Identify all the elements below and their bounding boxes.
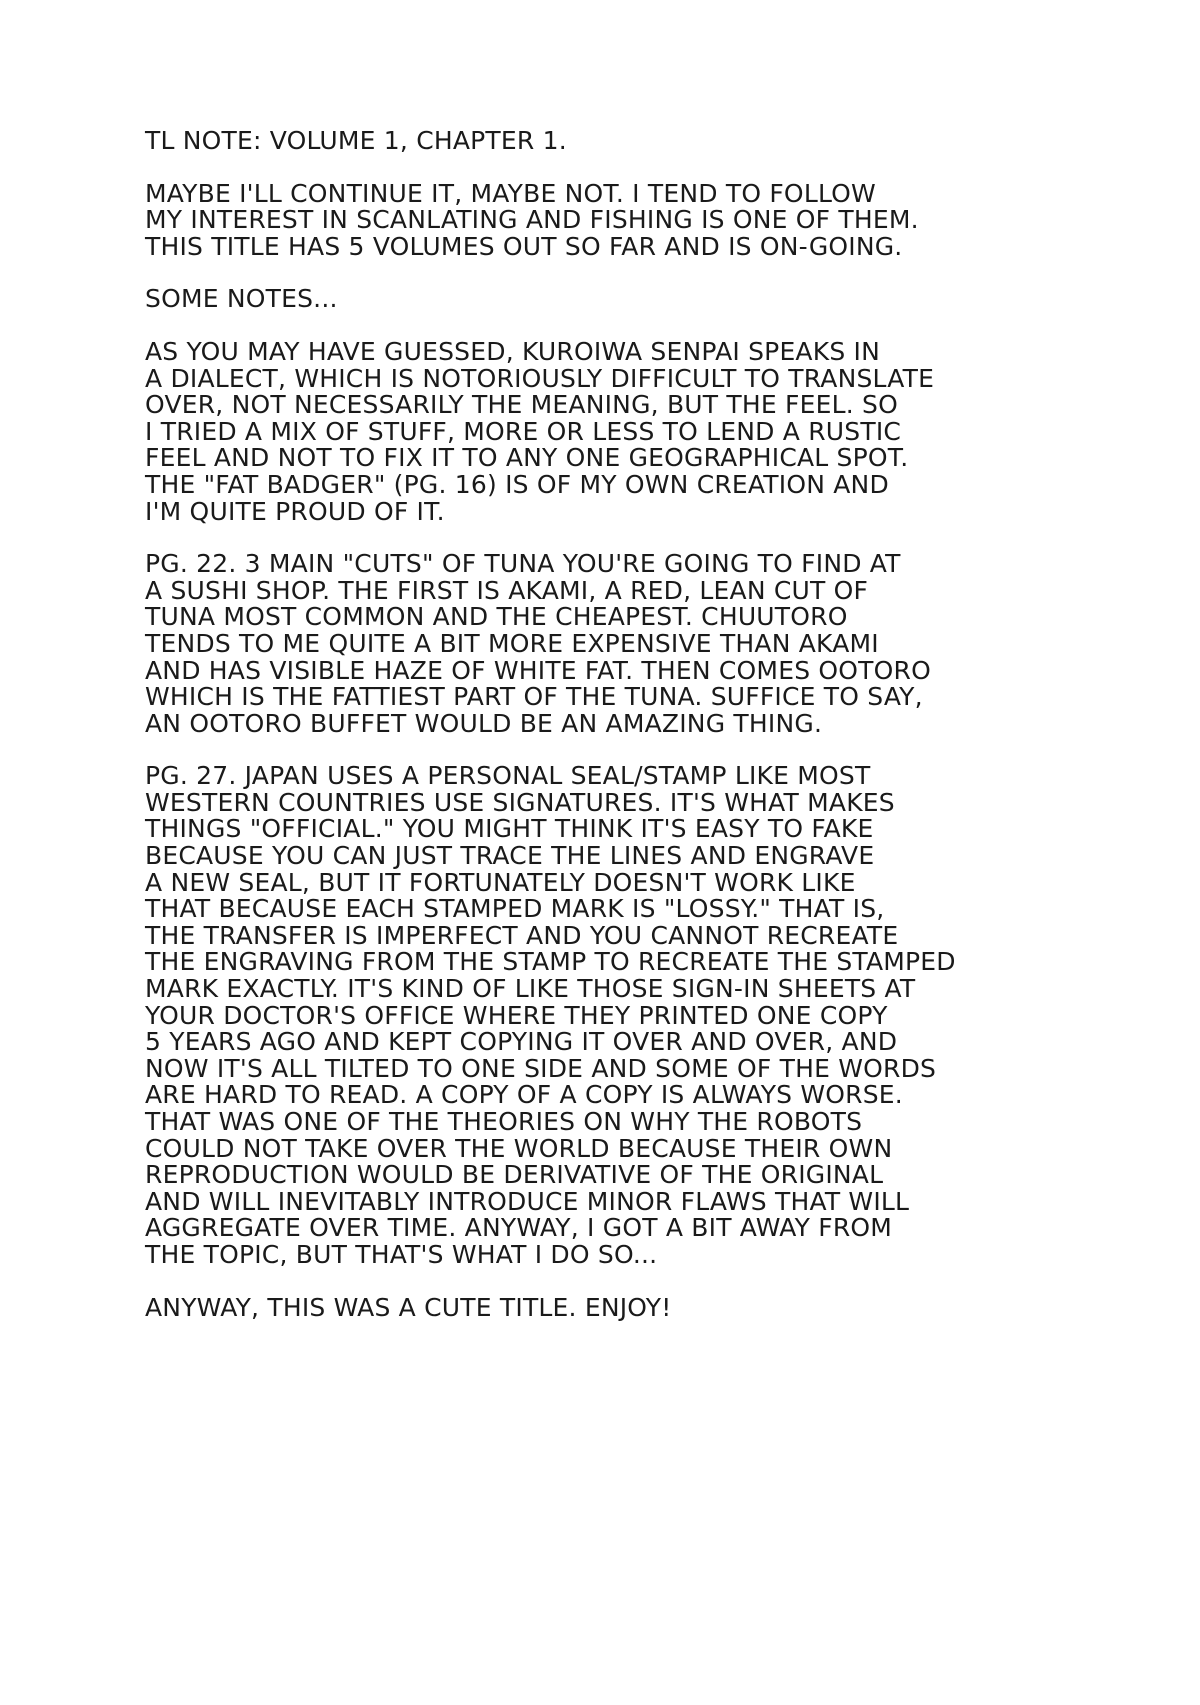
- dialect-line: AS YOU MAY HAVE GUESSED, KUROIWA SENPAI SPEAKS IN: [145, 336, 881, 366]
- seal-line: REPRODUCTION WOULD BE DERIVATIVE OF THE ORIGINAL: [145, 1160, 884, 1190]
- seal-line: AGGREGATE OVER TIME. ANYWAY, I GOT A BIT AWAY FROM: [145, 1213, 893, 1243]
- seal-line: AND WILL INEVITABLY INTRODUCE MINOR FLAWS THAT WILL: [145, 1186, 910, 1216]
- seal-line: NOW IT'S ALL TILTED TO ONE SIDE AND SOME OF THE WORDS: [145, 1053, 937, 1083]
- intro-paragraph: [145, 178, 1105, 261]
- dialect-line: I TRIED A MIX OF STUFF, MORE OR LESS TO LEND A RUSTIC: [145, 416, 902, 446]
- seal-line: THE ENGRAVING FROM THE STAMP TO RECREATE THE STAMPED: [145, 947, 956, 977]
- seal-line: THE TRANSFER IS IMPERFECT AND YOU CANNOT RECREATE: [145, 920, 899, 950]
- some-notes-line: SOME NOTES...: [145, 284, 338, 314]
- seal-line: BECAUSE YOU CAN JUST TRACE THE LINES AND ENGRAVE: [145, 841, 875, 871]
- seal-line: PG. 27. JAPAN USES A PERSONAL SEAL/STAMP LIKE MOST: [145, 761, 871, 791]
- translator-notes: [145, 128, 1105, 1321]
- seal-line: THAT BECAUSE EACH STAMPED MARK IS "LOSSY." THAT IS,: [145, 894, 885, 924]
- seal-line: WESTERN COUNTRIES USE SIGNATURES. IT'S WHAT MAKES: [145, 787, 895, 817]
- tuna-line: A SUSHI SHOP. THE FIRST IS AKAMI, A RED, LEAN CUT OF: [145, 575, 869, 605]
- seal-line: THAT WAS ONE OF THE THEORIES ON WHY THE ROBOTS: [145, 1107, 863, 1136]
- tuna-paragraph: [145, 551, 1105, 737]
- seal-line: ARE HARD TO READ. A COPY OF A COPY IS ALWAYS WORSE.: [145, 1080, 903, 1110]
- seal-line: THINGS "OFFICIAL." YOU MIGHT THINK IT'S EASY TO FAKE: [145, 814, 874, 844]
- heading-line: TL NOTE: VOLUME 1, CHAPTER 1.: [145, 126, 567, 155]
- dialect-line: A DIALECT, WHICH IS NOTORIOUSLY DIFFICULT TO TRANSLATE: [145, 363, 935, 393]
- tuna-line: AN OOTORO BUFFET WOULD BE AN AMAZING THING.: [145, 708, 823, 738]
- tuna-line: PG. 22. 3 MAIN "CUTS" OF TUNA YOU'RE GOING TO FIND AT: [145, 549, 901, 579]
- tuna-line: AND HAS VISIBLE HAZE OF WHITE FAT. THEN COMES OOTORO: [145, 655, 931, 685]
- dialect-line: FEEL AND NOT TO FIX IT TO ANY ONE GEOGRAPHICAL SPOT.: [145, 443, 909, 473]
- dialect-line: THE "FAT BADGER" (PG. 16) IS OF MY OWN CREATION AND: [145, 469, 889, 499]
- seal-line: YOUR DOCTOR'S OFFICE WHERE THEY PRINTED ONE COPY: [145, 1000, 888, 1030]
- note-heading: [145, 128, 1105, 155]
- intro-line: THIS TITLE HAS 5 VOLUMES OUT SO FAR AND IS ON-GOING.: [145, 231, 903, 261]
- dialect-line: I'M QUITE PROUD OF IT.: [145, 496, 445, 526]
- closing-paragraph: [145, 1292, 1105, 1322]
- dialect-paragraph: [145, 336, 1105, 526]
- seal-line: 5 YEARS AGO AND KEPT COPYING IT OVER AND OVER, AND: [145, 1027, 898, 1057]
- tuna-line: WHICH IS THE FATTIEST PART OF THE TUNA. SUFFICE TO SAY,: [145, 682, 923, 712]
- seal-paragraph: [145, 763, 1105, 1268]
- intro-line: MY INTEREST IN SCANLATING AND FISHING IS ONE OF THEM.: [145, 205, 919, 235]
- some-notes-label: [145, 286, 1105, 313]
- seal-line: COULD NOT TAKE OVER THE WORLD BECAUSE THEIR OWN: [145, 1133, 893, 1163]
- tuna-line: TUNA MOST COMMON AND THE CHEAPEST. CHUUTORO: [145, 602, 848, 632]
- seal-line: MARK EXACTLY. IT'S KIND OF LIKE THOSE SIGN-IN SHEETS AT: [145, 974, 916, 1004]
- seal-line: THE TOPIC, BUT THAT'S WHAT I DO SO...: [145, 1239, 658, 1269]
- intro-line: MAYBE I'LL CONTINUE IT, MAYBE NOT. I TEND TO FOLLOW: [145, 178, 876, 208]
- tuna-line: TENDS TO ME QUITE A BIT MORE EXPENSIVE THAN AKAMI: [145, 628, 879, 658]
- closing-line: ANYWAY, THIS WAS A CUTE TITLE. ENJOY!: [145, 1292, 672, 1322]
- dialect-line: OVER, NOT NECESSARILY THE MEANING, BUT THE FEEL. SO: [145, 390, 898, 420]
- seal-line: A NEW SEAL, BUT IT FORTUNATELY DOESN'T WORK LIKE: [145, 867, 856, 897]
